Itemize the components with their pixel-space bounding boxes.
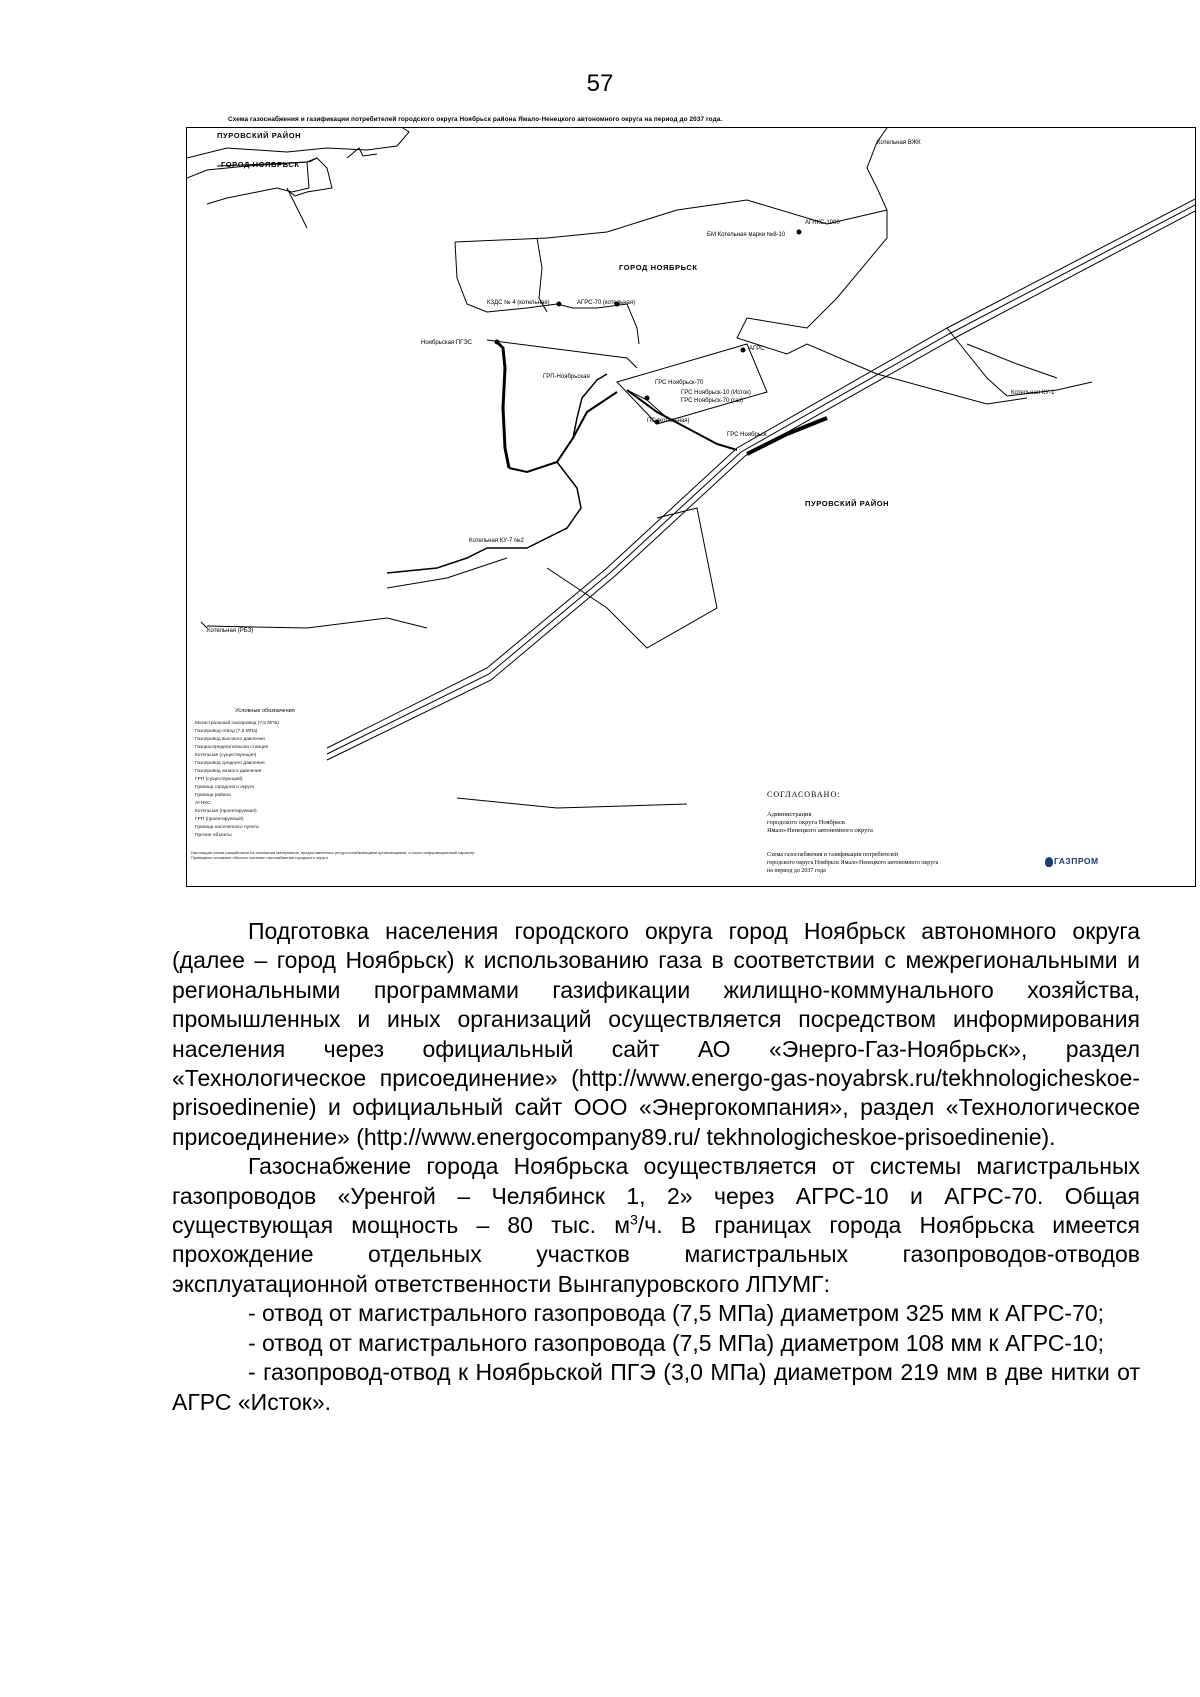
map-caption: Схема газоснабжения и газификации потребителей городского округа Ноябрьск района Ямало-Ненецкого автономного округа на период до 2037 года. <box>228 116 723 123</box>
map-label: ГРС Ноябрьск <box>727 432 767 438</box>
map-label: АГРС-70 (котельная) <box>577 300 636 306</box>
map-label-purovsky-top: ПУРОВСКИЙ РАЙОН <box>217 131 302 140</box>
approval-desc-line: Схема газоснабжения и газификации потребителей <box>767 852 898 858</box>
map-label: Котельная ВЖК <box>877 140 921 146</box>
paragraph <box>172 1152 1140 1299</box>
legend-row: ГРП (проектируемый) <box>195 817 244 822</box>
map-label: ГРС Ноябрьск-10 (Исток) <box>681 390 751 396</box>
legend-row: Граница района <box>195 793 231 798</box>
gazprom-logo-text: ГАЗПРОМ <box>1054 856 1099 866</box>
list-item: - отвод от магистрального газопровода (7,5 МПа) диаметром 108 мм к АГРС-10; <box>248 1329 1105 1356</box>
page-number: 57 <box>586 70 614 97</box>
map-label: ГРС Ноябрьск-70 (газ) <box>681 398 744 404</box>
approval-line: городского округа Ноябрьск <box>767 819 846 826</box>
map-label: КЗДС № 4 (котельная) <box>487 300 550 306</box>
legend-row: Граница городского округа <box>195 785 255 790</box>
legend-row: Магистральный газопровод (7,5 МПа) <box>195 721 279 726</box>
paragraph: Подготовка населения городского округа город Ноябрьск автономного округа (далее – город Ноябрьск) к использованию газа в соответствии с межрегиональными и региональными программами газификации жилищно-коммунального хозяйства, промышленных и иных организаций осуществляется посредством информирования населения через официальный сайт АО «Энерго-Газ-Ноябрьск», раздел «Технологическое присоединение» (http://www.energo-gas-noyabrsk.ru/tekhnologicheskoe-prisoedinenie) и официальный сайт ООО «Энергокомпания», раздел «Технологическое присоединение» (http://www.energocompany89.ru/ tekhnologicheskoe-prisoedinenie). <box>172 918 1140 1150</box>
legend-footnote: Настоящая схема разработана на основании материалов, предоставленных ресурсоснабжающими организациями, и носит информационный характер. Приведены основные объекты системы газоснабжения городского округа. <box>191 850 476 860</box>
map-label: ГРП-Ноябрьская <box>543 374 590 380</box>
list-item: - отвод от магистрального газопровода (7,5 МПа) диаметром 325 мм к АГРС-70; <box>248 1300 1105 1327</box>
gazprom-logo <box>1045 856 1099 867</box>
approval-line: Ямало-Ненецкого автономного округа <box>767 827 873 834</box>
legend-row: Газопровод-отвод (7,5 МПа) <box>195 729 258 734</box>
map-label: Котельная (РБЗ) <box>207 628 254 634</box>
map-label: Котельная КУ-1 <box>1011 390 1055 396</box>
legend-row: Котельная (проектируемая) <box>195 809 257 814</box>
map-label-city-center: ГОРОД НОЯБРЬСК <box>619 263 698 272</box>
body-text <box>172 917 1140 1417</box>
approval-title: СОГЛАСОВАНО: <box>767 790 841 799</box>
legend-row: Газопровод среднего давления <box>195 761 265 766</box>
map-label: АГРС <box>749 346 765 352</box>
list-item: - газопровод-отвод к Ноябрьской ПГЭ (3,0 МПа) диаметром 219 мм в две нитки от АГРС «Исток». <box>172 1359 1140 1415</box>
paragraph-part: /ч. В границах города Ноябрьска имеется прохождение отдельных участков магистральных газопроводов-отводов эксплуатационной ответственности Вынгапуровского ЛПУМГ: <box>172 1212 1140 1297</box>
map-label-purovsky-right: ПУРОВСКИЙ РАЙОН <box>805 499 890 508</box>
map-label: Ноябрьская ПГЭС <box>421 340 473 346</box>
superscript: 3 <box>630 1211 638 1228</box>
map-label: АГНКС-1000 <box>805 220 840 226</box>
map-legend <box>195 708 315 840</box>
legend-row: Газораспределительная станция <box>195 745 269 750</box>
map-label: ГРС Ноябрьск-70 <box>655 380 704 386</box>
approval-desc-line: на период до 2037 года <box>767 868 826 874</box>
legend-row: Прочие объекты <box>195 833 232 838</box>
paragraph-part: Газоснабжение города Ноябрьска осуществляется от системы магистральных газопроводов «Уренгой – Челябинск 1, 2» через АГРС-10 и АГРС-70. Общая существующая мощность – 80 тыс. м <box>172 1153 1140 1239</box>
map-label-city-corner: ГОРОД НОЯБРЬСК <box>221 160 300 169</box>
approval-line: Администрация <box>767 811 812 818</box>
legend-row: Граница населенного пункта <box>195 825 259 830</box>
map-figure <box>186 127 1196 887</box>
approval-desc <box>767 851 1037 875</box>
approval-desc-line: городского округа Ноябрьск Ямало-Ненецкого автономного округа <box>767 860 939 866</box>
legend-row: Котельная (существующая) <box>195 753 257 758</box>
map-drawing <box>187 128 1196 887</box>
map-label: ПС (котельная) <box>647 418 690 424</box>
legend-row: Газопровод высокого давления <box>195 737 265 742</box>
approval-block <box>767 790 1037 875</box>
legend-row: ГРП (существующий) <box>195 777 243 782</box>
legend-title: Условные обозначения <box>235 708 295 714</box>
map-label: Котельная КУ-7 №2 <box>469 538 524 544</box>
legend-row: Газопровод низкого давления <box>195 769 262 774</box>
legend-row: АГНКС <box>195 801 211 806</box>
map-label: БМ Котельная марки №8-10 <box>707 232 786 238</box>
flame-icon <box>1045 857 1053 867</box>
